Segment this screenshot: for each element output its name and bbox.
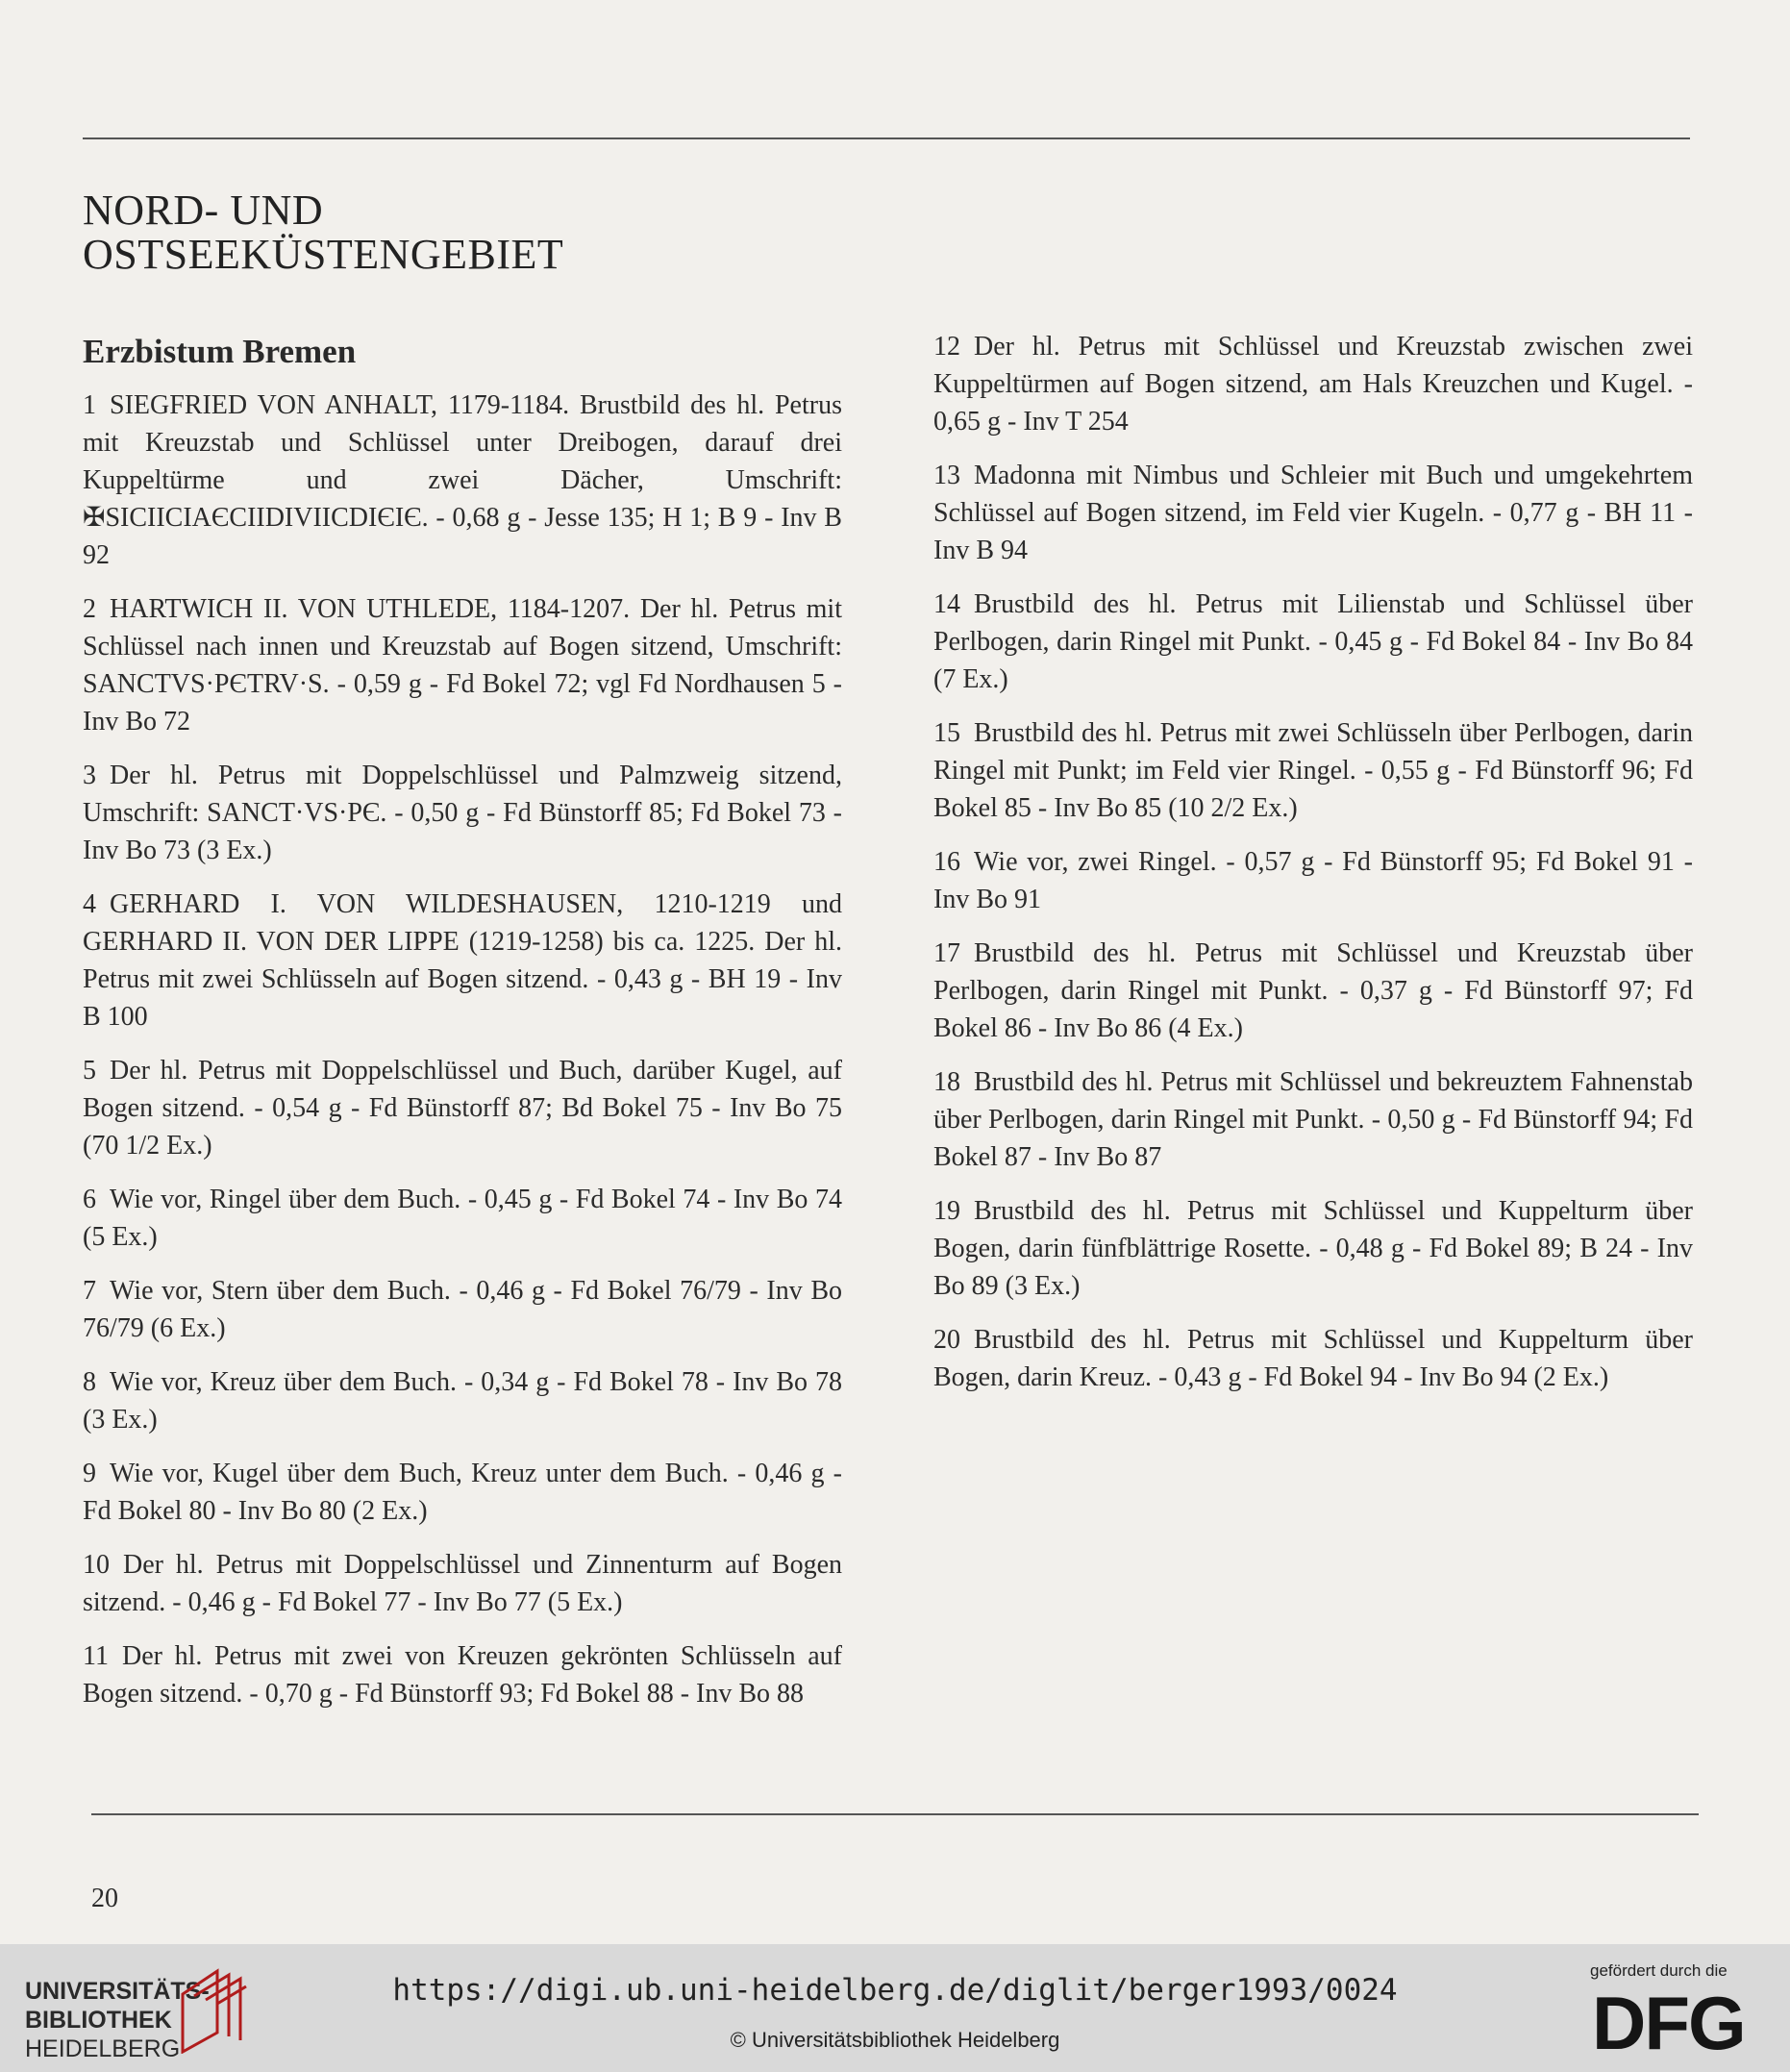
catalog-entry xyxy=(933,1192,1693,1305)
entry-number: 6 xyxy=(83,1185,96,1214)
logo-line-2: BIBLIOTHEK xyxy=(25,2007,172,2034)
catalog-entry xyxy=(83,757,842,869)
page-number: 20 xyxy=(91,1884,118,1913)
catalog-entry xyxy=(83,1455,842,1530)
entry-text: Wie vor, Stern über dem Buch. - 0,46 g - Fd Bokel 76/79 - Inv Bo 76/79 (6 Ex.) xyxy=(83,1276,842,1343)
entry-text: Brustbild des hl. Petrus mit Schlüssel und Kreuzstab über Perlbogen, darin Ringel mit Punkt. - 0,37 g - Fd Bünstorff 97; Fd Bokel 86 - Inv Bo 86 (4 Ex.) xyxy=(933,938,1693,1043)
entry-text: GERHARD I. VON WILDESHAUSEN, 1210-1219 und GERHARD II. VON DER LIPPE (1219-1258) bis ca. 1225. Der hl. Petrus mit zwei Schlüsseln auf Bogen sitzend. - 0,43 g - BH 19 - Inv B 100 xyxy=(83,889,842,1032)
entry-text: Der hl. Petrus mit Schlüssel und Kreuzstab zwischen zwei Kuppeltürmen auf Bogen sitzend, am Hals Kreuzchen und Kugel. - 0,65 g - Inv T 254 xyxy=(933,332,1693,437)
catalog-entry xyxy=(83,1637,842,1712)
entry-number: 18 xyxy=(933,1067,960,1097)
entry-text: Brustbild des hl. Petrus mit Schlüssel und Kuppelturm über Bogen, darin fünfblättrige Rosette. - 0,48 g - Fd Bokel 89; B 24 - Inv Bo 89 (3 Ex.) xyxy=(933,1196,1693,1301)
catalog-entry xyxy=(933,935,1693,1047)
heading-line-2: OSTSEEKÜSTENGEBIET xyxy=(83,231,564,278)
entry-text: Wie vor, Kugel über dem Buch, Kreuz unter dem Buch. - 0,46 g - Fd Bokel 80 - Inv Bo 80 (2 Ex.) xyxy=(83,1459,842,1526)
catalog-entry xyxy=(83,1052,842,1164)
entry-number: 14 xyxy=(933,589,960,619)
catalog-entry xyxy=(83,387,842,574)
entry-text: HARTWICH II. VON UTHLEDE, 1184-1207. Der hl. Petrus mit Schlüssel nach innen und Kreuzstab auf Bogen sitzend, Umschrift: SANCTVS·PЄTRV·S. - 0,59 g - Fd Bokel 72; vgl Fd Nordhausen 5 - Inv Bo 72 xyxy=(83,594,842,736)
bottom-rule xyxy=(91,1813,1699,1815)
entry-text: Brustbild des hl. Petrus mit Lilienstab und Schlüssel über Perlbogen, darin Ringel mit Punkt. - 0,45 g - Fd Bokel 84 - Inv Bo 84 (7 Ex.) xyxy=(933,589,1693,694)
logo-line-1: UNIVERSITÄTS- xyxy=(25,1978,210,2005)
entry-text: Wie vor, zwei Ringel. - 0,57 g - Fd Bünstorff 95; Fd Bokel 91 - Inv Bo 91 xyxy=(933,847,1693,914)
entry-number: 5 xyxy=(83,1056,96,1086)
catalog-entry xyxy=(83,1363,842,1438)
catalog-entry xyxy=(933,586,1693,698)
heading-line-1: NORD- UND xyxy=(83,187,324,234)
entry-text: Der hl. Petrus mit Doppelschlüssel und Zinnenturm auf Bogen sitzend. - 0,46 g - Fd Bokel 77 - Inv Bo 77 (5 Ex.) xyxy=(83,1550,842,1617)
entry-number: 8 xyxy=(83,1367,96,1397)
entry-text: Madonna mit Nimbus und Schleier mit Buch und umgekehrtem Schlüssel auf Bogen sitzend, im Feld vier Kugeln. - 0,77 g - BH 11 - Inv B 94 xyxy=(933,461,1693,565)
catalog-entry xyxy=(933,1063,1693,1176)
catalog-entry xyxy=(933,457,1693,569)
catalog-entry xyxy=(933,1321,1693,1396)
entry-number: 9 xyxy=(83,1459,96,1488)
entry-text: Brustbild des hl. Petrus mit Schlüssel und Kuppelturm über Bogen, darin Kreuz. - 0,43 g - Fd Bokel 94 - Inv Bo 94 (2 Ex.) xyxy=(933,1325,1693,1392)
copyright-notice: © Universitätsbibliothek Heidelberg xyxy=(730,2028,1060,2052)
catalog-entry xyxy=(83,1272,842,1347)
entry-number: 17 xyxy=(933,938,960,968)
entry-number: 20 xyxy=(933,1325,960,1355)
catalog-entry xyxy=(933,714,1693,827)
catalog-entry xyxy=(83,1181,842,1256)
catalog-entry xyxy=(933,843,1693,918)
catalog-entry xyxy=(933,328,1693,440)
entry-number: 2 xyxy=(83,594,96,624)
entry-number: 19 xyxy=(933,1196,960,1226)
entry-number: 4 xyxy=(83,889,96,919)
dfg-logo[interactable]: DFG xyxy=(1592,1981,1745,2065)
entry-text: Wie vor, Kreuz über dem Buch. - 0,34 g - Fd Bokel 78 - Inv Bo 78 (3 Ex.) xyxy=(83,1367,842,1435)
digitization-footer xyxy=(0,1944,1790,2072)
entry-number: 11 xyxy=(83,1641,109,1671)
entry-number: 12 xyxy=(933,332,960,362)
logo-line-3: HEIDELBERG xyxy=(25,2035,181,2062)
entry-text: Der hl. Petrus mit zwei von Kreuzen gekrönten Schlüsseln auf Bogen sitzend. - 0,70 g - Fd Bünstorff 93; Fd Bokel 88 - Inv Bo 88 xyxy=(83,1641,842,1709)
top-rule xyxy=(83,137,1690,139)
section-heading xyxy=(83,188,756,277)
catalog-entry xyxy=(83,886,842,1036)
left-column xyxy=(83,387,842,1729)
document-url-link[interactable]: https://digi.ub.uni-heidelberg.de/diglit/berger1993/0024 xyxy=(392,1973,1398,2008)
entry-text: Brustbild des hl. Petrus mit zwei Schlüsseln über Perlbogen, darin Ringel mit Punkt; im Feld vier Ringel. - 0,55 g - Fd Bünstorff 96; Fd Bokel 85 - Inv Bo 85 (10 2/2 Ex.) xyxy=(933,718,1693,823)
right-column xyxy=(933,328,1693,1412)
entry-text: Der hl. Petrus mit Doppelschlüssel und Palmzweig sitzend, Umschrift: SANCT·VS·PЄ. - 0,50 g - Fd Bünstorff 85; Fd Bokel 73 - Inv Bo 73 (3 Ex.) xyxy=(83,761,842,865)
entry-number: 15 xyxy=(933,718,960,748)
entry-number: 13 xyxy=(933,461,960,490)
entry-text: Der hl. Petrus mit Doppelschlüssel und Buch, darüber Kugel, auf Bogen sitzend. - 0,54 g - Fd Bünstorff 87; Bd Bokel 75 - Inv Bo 75 (70 1/2 Ex.) xyxy=(83,1056,842,1161)
dfg-caption: gefördert durch die xyxy=(1590,1961,1728,1980)
entry-number: 16 xyxy=(933,847,960,877)
entry-text: SIEGFRIED VON ANHALT, 1179-1184. Brustbild des hl. Petrus mit Kreuzstab und Schlüssel unter Dreibogen, darauf drei Kuppeltürme und zwei Dächer, Umschrift: ✠SICIICIAЄCIIDIVIICDIЄIЄ. - 0,68 g - Jesse 135; H 1; B 9 - Inv B 92 xyxy=(83,390,842,570)
entry-text: Brustbild des hl. Petrus mit Schlüssel und bekreuztem Fahnenstab über Perlbogen, darin Ringel mit Punkt. - 0,50 g - Fd Bünstorff 94; Fd Bokel 87 - Inv Bo 87 xyxy=(933,1067,1693,1172)
catalog-entry xyxy=(83,590,842,740)
entry-number: 1 xyxy=(83,390,96,420)
entry-number: 10 xyxy=(83,1550,110,1580)
subheading: Erzbistum Bremen xyxy=(83,333,357,370)
catalog-entry xyxy=(83,1546,842,1621)
entry-number: 7 xyxy=(83,1276,96,1306)
entry-text: Wie vor, Ringel über dem Buch. - 0,45 g - Fd Bokel 74 - Inv Bo 74 (5 Ex.) xyxy=(83,1185,842,1252)
entry-number: 3 xyxy=(83,761,96,790)
